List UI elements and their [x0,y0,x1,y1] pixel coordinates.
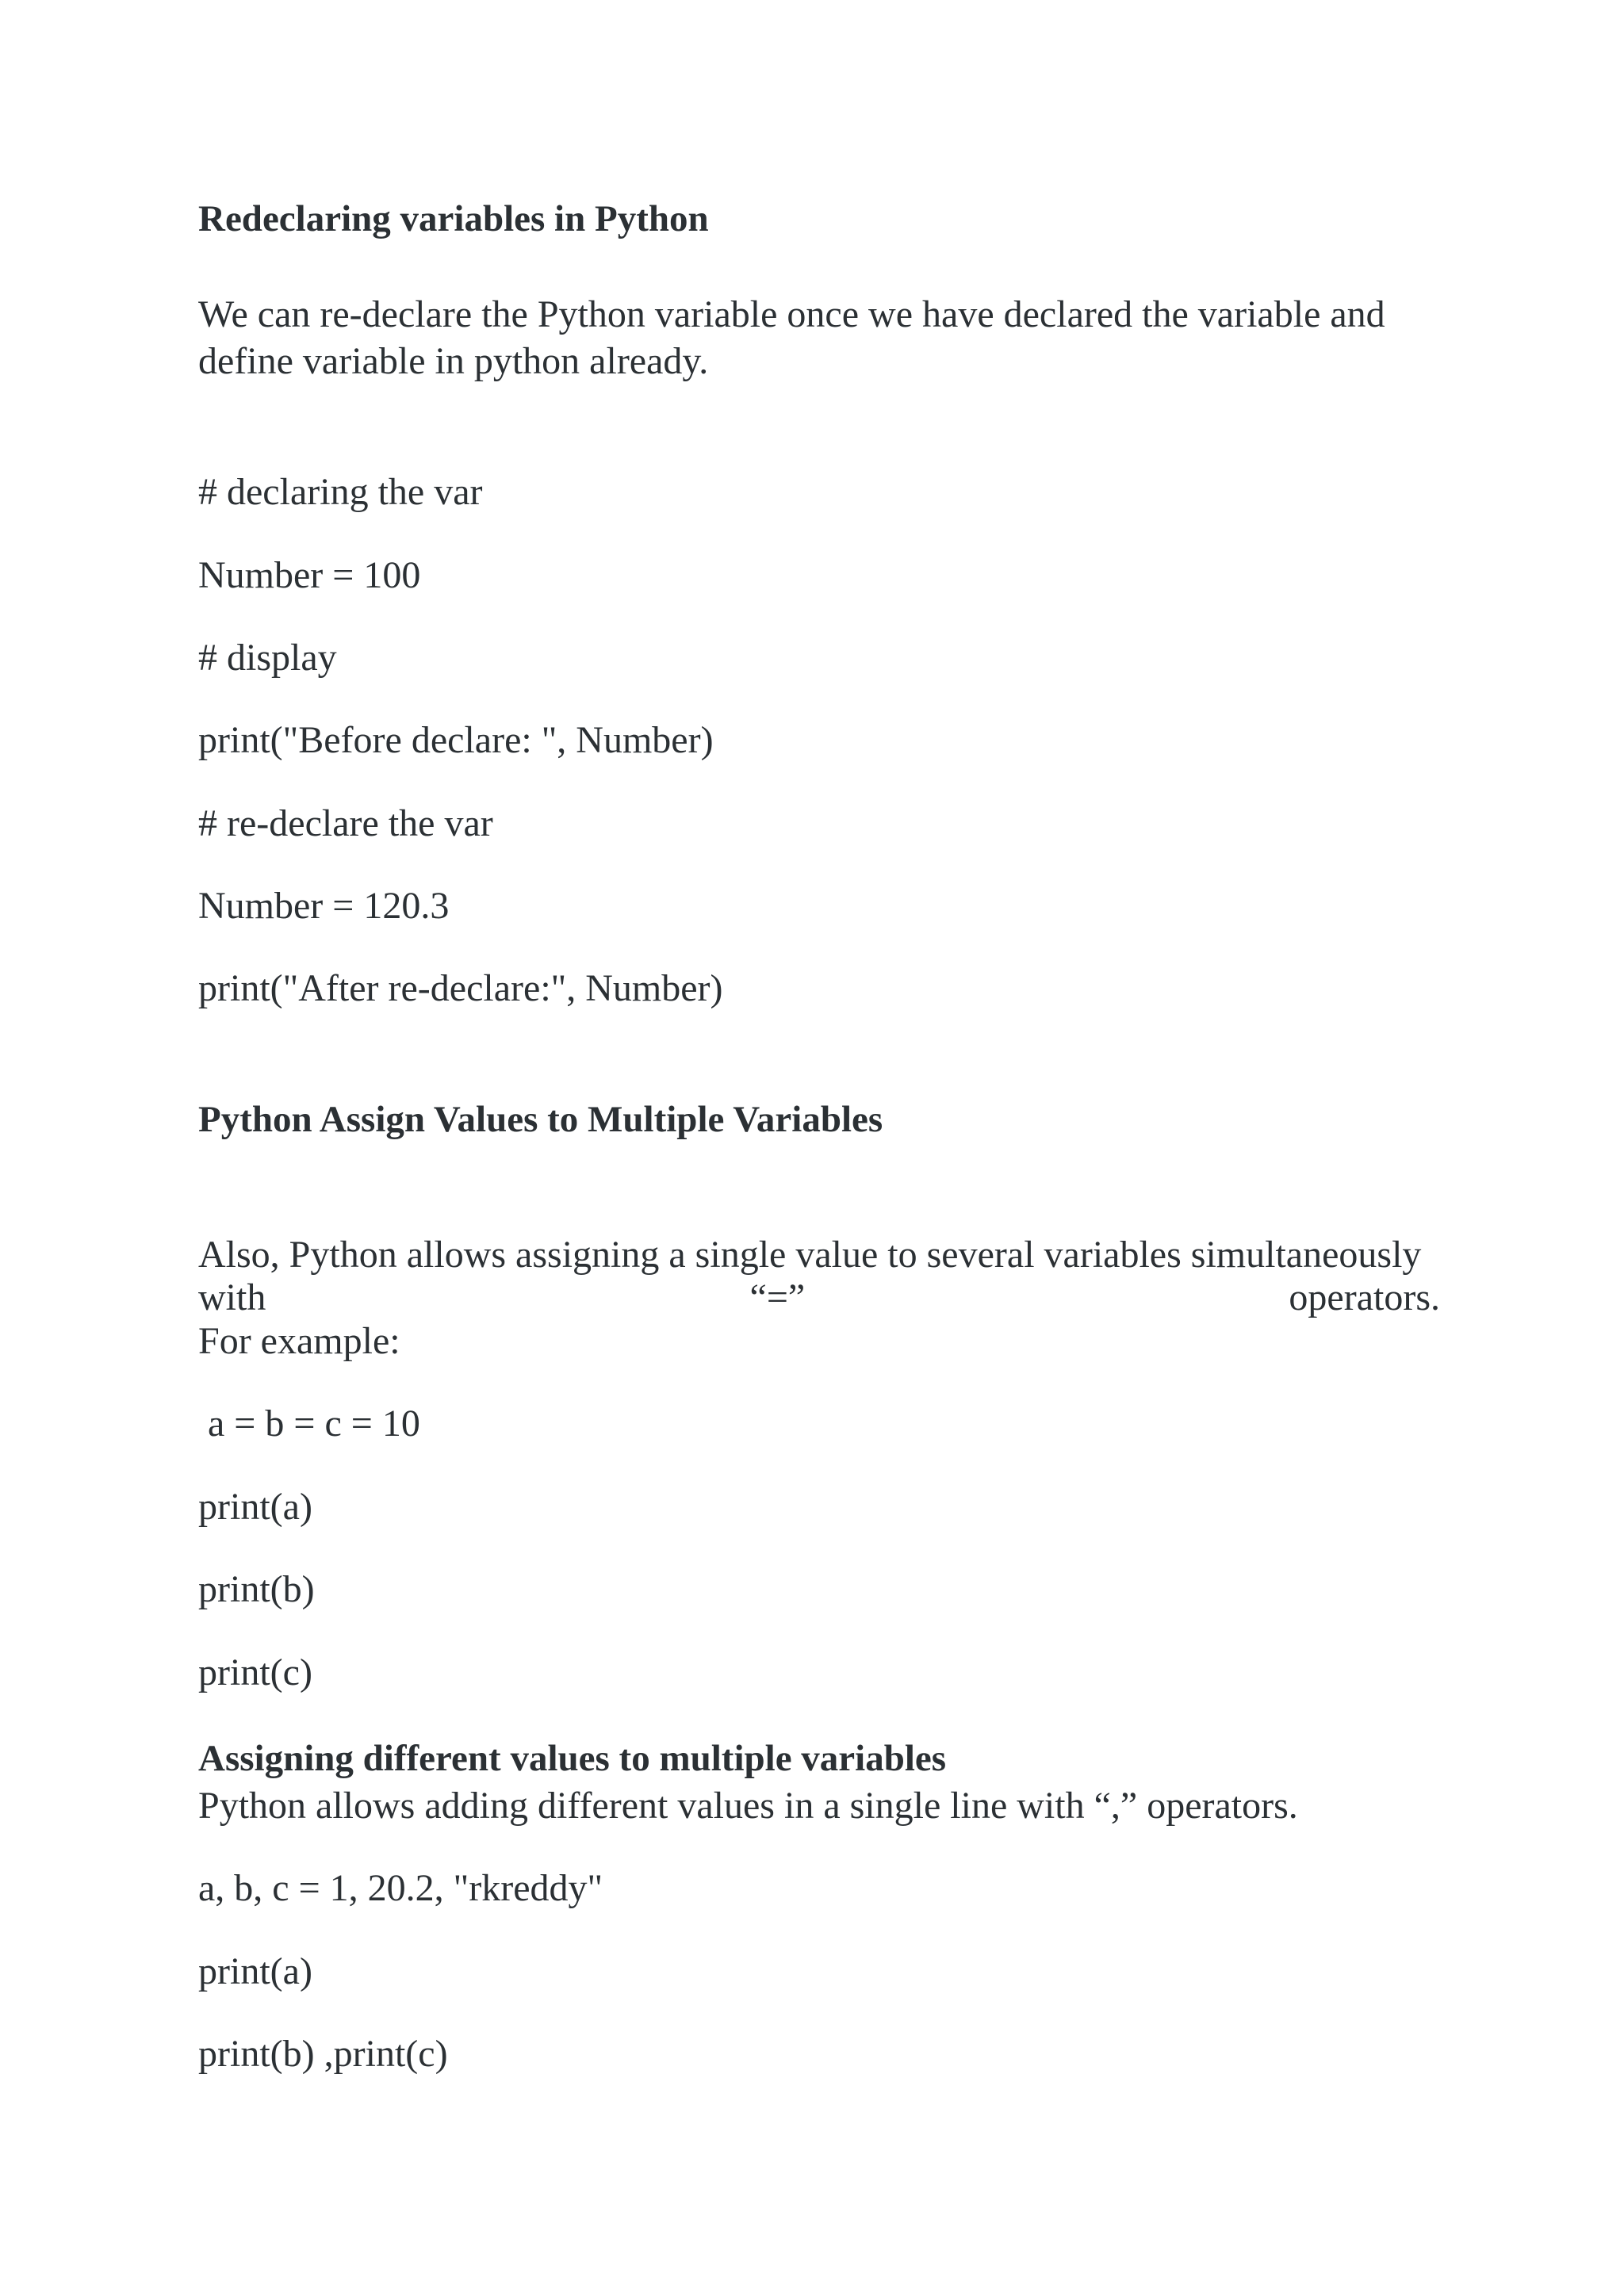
paragraph-word: with [198,1276,266,1318]
paragraph-line: define variable in python already. [198,340,709,382]
code-line: print(b) [198,1568,315,1610]
paragraph-line: Also, Python allows assigning a single value to several variables simultaneously [198,1234,1422,1276]
code-line: print(a) [198,1486,312,1528]
code-line: a, b, c = 1, 20.2, "rkreddy" [198,1867,603,1909]
paragraph-word: “=” [749,1276,806,1318]
paragraph-line: We can re-declare the Python variable once we have declared the variable and [198,293,1385,335]
code-line: print(b) ,print(c) [198,2033,448,2075]
code-line: Number = 120.3 [198,885,450,927]
code-line: a = b = c = 10 [198,1402,420,1445]
justified-paragraph-line [198,1276,1440,1318]
code-line: # re-declare the var [198,802,493,844]
paragraph-word: operators. [1289,1276,1440,1318]
code-line: print("After re-declare:", Number) [198,967,723,1009]
code-line: # declaring the var [198,471,483,513]
code-line: Number = 100 [198,554,421,596]
section-heading-multiple-variables: Python Assign Values to Multiple Variables [198,1099,883,1140]
code-line: print(a) [198,1950,312,1992]
paragraph-line: For example: [198,1320,400,1362]
code-line: # display [198,637,337,679]
code-line: print(c) [198,1651,312,1693]
section-heading-redeclaring: Redeclaring variables in Python [198,198,709,239]
section-heading-different-values: Assigning different values to multiple variables [198,1738,947,1779]
code-line: print("Before declare: ", Number) [198,719,714,761]
paragraph-line: Python allows adding different values in a single line with “,” operators. [198,1785,1298,1827]
